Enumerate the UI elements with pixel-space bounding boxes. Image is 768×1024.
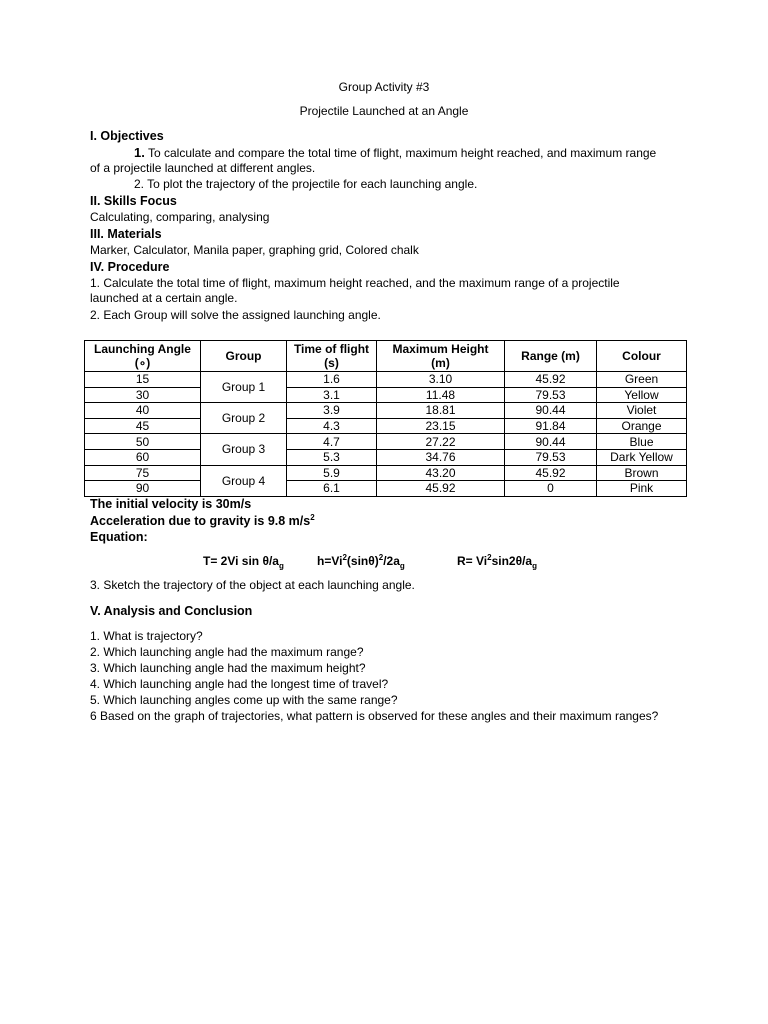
table-row	[85, 372, 687, 388]
eq-h-a: h=Vi	[317, 554, 343, 568]
header-time-label: Time of flight	[293, 342, 370, 356]
table-row	[85, 403, 687, 419]
table-header-row	[85, 341, 687, 372]
cell-time: 3.1	[287, 387, 377, 403]
eq-r-a: R= Vi	[457, 554, 488, 568]
equation-range	[457, 553, 537, 571]
activity-subtitle: Projectile Launched at an Angle	[299, 104, 469, 118]
cell-colour: Orange	[597, 418, 687, 434]
header-time-unit: (s)	[324, 356, 339, 370]
table-row	[85, 481, 687, 497]
table-row	[85, 434, 687, 450]
cell-range: 45.92	[505, 465, 597, 481]
cell-colour: Brown	[597, 465, 687, 481]
cell-colour: Dark Yellow	[597, 449, 687, 465]
gravity-text: Acceleration due to gravity is 9.8 m/s	[90, 514, 311, 528]
cell-time: 5.3	[287, 449, 377, 465]
eq-r-b: sin2θ/a	[491, 554, 533, 568]
header-angle-label: Launching Angle	[94, 342, 191, 356]
header-time-of-flight	[287, 341, 377, 372]
activity-title: Group Activity #3	[338, 80, 430, 94]
cell-range: 90.44	[505, 403, 597, 419]
cell-time: 3.9	[287, 403, 377, 419]
eq-h-sup2: 2	[378, 553, 384, 562]
eq-h-c: /2a	[383, 554, 400, 568]
skills-heading: II. Skills Focus	[90, 194, 177, 208]
cell-range: 79.53	[505, 387, 597, 403]
header-height-label: Maximum Height	[392, 342, 489, 356]
cell-angle: 50	[85, 434, 201, 450]
cell-height: 43.20	[377, 465, 505, 481]
question-2: 2. Which launching angle had the maximum range?	[90, 645, 364, 659]
equation-height	[317, 553, 405, 571]
cell-group: Group 1	[201, 372, 287, 403]
cell-time: 5.9	[287, 465, 377, 481]
cell-height: 18.81	[377, 403, 505, 419]
cell-colour: Pink	[597, 481, 687, 497]
eq-t-sub: g	[278, 561, 284, 571]
objective-1-number: 1.	[134, 145, 145, 160]
analysis-heading: V. Analysis and Conclusion	[90, 604, 253, 618]
objective-1	[134, 145, 656, 161]
procedure-heading: IV. Procedure	[90, 260, 170, 274]
eq-r-sup: 2	[487, 553, 492, 562]
cell-height: 3.10	[377, 372, 505, 388]
header-range: Range (m)	[505, 341, 597, 372]
cell-angle: 75	[85, 465, 201, 481]
header-group: Group	[201, 341, 287, 372]
cell-height: 27.22	[377, 434, 505, 450]
cell-angle: 90	[85, 481, 201, 497]
procedure-step-3: 3. Sketch the trajectory of the object at each launching angle.	[90, 578, 415, 592]
question-3: 3. Which launching angle had the maximum height?	[90, 661, 366, 675]
question-1: 1. What is trajectory?	[90, 629, 203, 643]
procedure-step-2: 2. Each Group will solve the assigned launching angle.	[90, 308, 381, 322]
cell-angle: 40	[85, 403, 201, 419]
gravity-note	[90, 514, 315, 529]
eq-h-b: (sinθ)	[346, 554, 379, 568]
eq-h-sup1: 2	[342, 553, 347, 562]
cell-angle: 30	[85, 387, 201, 403]
table-row	[85, 465, 687, 481]
objective-1-text: To calculate and compare the total time of flight, maximum height reached, and maximum range	[147, 146, 657, 160]
question-4: 4. Which launching angle had the longest time of travel?	[90, 677, 389, 691]
cell-colour: Blue	[597, 434, 687, 450]
cell-group: Group 3	[201, 434, 287, 465]
procedure-step-1-continued: launched at a certain angle.	[90, 291, 238, 305]
table-row	[85, 449, 687, 465]
materials-heading: III. Materials	[90, 227, 162, 241]
cell-time: 4.7	[287, 434, 377, 450]
eq-t-main: T= 2Vi sin θ/a	[203, 554, 279, 568]
objectives-heading: I. Objectives	[90, 129, 164, 143]
cell-colour: Yellow	[597, 387, 687, 403]
results-table	[84, 340, 687, 497]
cell-angle: 15	[85, 372, 201, 388]
header-colour: Colour	[597, 341, 687, 372]
cell-range: 79.53	[505, 449, 597, 465]
cell-colour: Violet	[597, 403, 687, 419]
cell-time: 4.3	[287, 418, 377, 434]
materials-text: Marker, Calculator, Manila paper, graphing grid, Colored chalk	[90, 243, 419, 257]
eq-h-sub: g	[399, 561, 405, 571]
cell-group: Group 4	[201, 465, 287, 496]
cell-height: 45.92	[377, 481, 505, 497]
cell-time: 6.1	[287, 481, 377, 497]
procedure-step-1: 1. Calculate the total time of flight, maximum height reached, and the maximum range of a projectile	[90, 276, 620, 290]
header-angle-unit: (∘)	[134, 356, 151, 370]
cell-angle: 60	[85, 449, 201, 465]
objective-1-continued: of a projectile launched at different angles.	[90, 161, 316, 175]
equation-label: Equation:	[90, 530, 148, 544]
header-height-unit: (m)	[431, 356, 450, 370]
cell-range: 0	[505, 481, 597, 497]
cell-angle: 45	[85, 418, 201, 434]
cell-height: 23.15	[377, 418, 505, 434]
header-maximum-height	[377, 341, 505, 372]
gravity-exponent: 2	[310, 512, 315, 522]
question-5: 5. Which launching angles come up with the same range?	[90, 693, 398, 707]
cell-height: 34.76	[377, 449, 505, 465]
objective-2: 2. To plot the trajectory of the projectile for each launching angle.	[134, 177, 478, 191]
cell-height: 11.48	[377, 387, 505, 403]
cell-range: 91.84	[505, 418, 597, 434]
cell-colour: Green	[597, 372, 687, 388]
equation-time	[203, 554, 284, 571]
table-row	[85, 387, 687, 403]
header-launching-angle	[85, 341, 201, 372]
table-row	[85, 418, 687, 434]
skills-text: Calculating, comparing, analysing	[90, 210, 270, 224]
cell-range: 45.92	[505, 372, 597, 388]
cell-range: 90.44	[505, 434, 597, 450]
initial-velocity-note: The initial velocity is 30m/s	[90, 497, 252, 511]
question-6: 6 Based on the graph of trajectories, what pattern is observed for these angles and their maximum ranges?	[90, 709, 659, 723]
cell-time: 1.6	[287, 372, 377, 388]
cell-group: Group 2	[201, 403, 287, 434]
eq-r-sub: g	[532, 561, 537, 571]
